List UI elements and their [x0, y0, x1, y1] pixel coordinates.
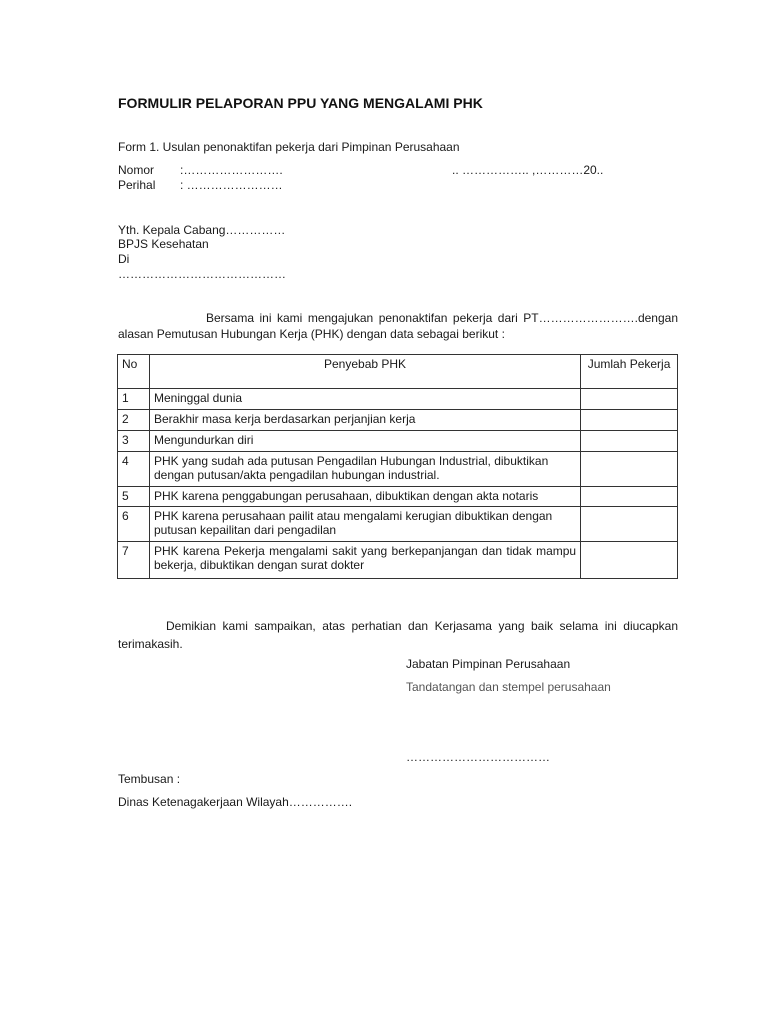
row-cause: PHK karena perusahaan pailit atau mengalami kerugian dibuktikan dengan putusan kepailitan dari pengadilan — [149, 507, 580, 542]
row-cause: PHK karena penggabungan perusahaan, dibuktikan dengan akta notaris — [149, 487, 580, 507]
table-row — [118, 507, 678, 542]
address-line-2: BPJS Kesehatan — [118, 237, 209, 251]
table-row — [118, 452, 678, 487]
address-line-4: …………………………………… — [118, 267, 286, 281]
row-count[interactable] — [581, 431, 678, 452]
row-no: 3 — [118, 431, 150, 452]
row-cause: PHK yang sudah ada putusan Pengadilan Hubungan Industrial, dibuktikan dengan putusan/akta pengadilan hubungan industrial. — [149, 452, 580, 487]
row-count[interactable] — [581, 410, 678, 431]
signature-position: Jabatan Pimpinan Perusahaan — [406, 657, 571, 671]
row-no: 1 — [118, 389, 150, 410]
table-row — [118, 431, 678, 452]
row-count[interactable] — [581, 389, 678, 410]
signature-line: ……………………………… — [406, 750, 550, 764]
perihal-value: : …………………… — [180, 178, 283, 192]
nomor-value: :……………………. — [180, 163, 283, 177]
row-count[interactable] — [581, 452, 678, 487]
header-count: Jumlah Pekerja — [581, 355, 678, 389]
nomor-label: Nomor — [118, 163, 155, 177]
row-count[interactable] — [581, 542, 678, 579]
address-line-1: Yth. Kepala Cabang…………… — [118, 223, 286, 237]
table-row — [118, 487, 678, 507]
phk-table — [117, 354, 678, 579]
row-count[interactable] — [581, 507, 678, 542]
perihal-label: Perihal — [118, 178, 156, 192]
intro-text: Bersama ini kami mengajukan penonaktifan pekerja dari PT…………………….dengan alasan Pemutusan Hubungan Kerja (PHK) dengan data sebagai berikut : — [118, 311, 678, 341]
row-cause: PHK karena Pekerja mengalami sakit yang berkepanjangan dan tidak mampu bekerja, dibuktikan dengan surat dokter — [149, 542, 580, 579]
closing-text: Demikian kami sampaikan, atas perhatian dan Kerjasama yang baik selama ini diucapkan terimakasih. — [118, 619, 678, 651]
header-no: No — [118, 355, 150, 389]
date-line: .. …………….. ,…………20.. — [452, 163, 604, 177]
row-cause: Meninggal dunia — [149, 389, 580, 410]
row-no: 6 — [118, 507, 150, 542]
form-subtitle: Form 1. Usulan penonaktifan pekerja dari Pimpinan Perusahaan — [118, 140, 460, 154]
signature-note: Tandatangan dan stempel perusahaan — [406, 680, 611, 694]
table-row — [118, 542, 678, 579]
cc-label: Tembusan : — [118, 772, 181, 786]
row-cause: Mengundurkan diri — [149, 431, 580, 452]
row-cause: Berakhir masa kerja berdasarkan perjanjian kerja — [149, 410, 580, 431]
table-row — [118, 410, 678, 431]
form-title: FORMULIR PELAPORAN PPU YANG MENGALAMI PHK — [118, 95, 483, 111]
row-count[interactable] — [581, 487, 678, 507]
table-header-row — [118, 355, 678, 389]
row-no: 4 — [118, 452, 150, 487]
address-line-3: Di — [118, 252, 130, 266]
cc-recipient: Dinas Ketenagakerjaan Wilayah……………. — [118, 795, 353, 809]
row-no: 2 — [118, 410, 150, 431]
header-cause: Penyebab PHK — [149, 355, 580, 389]
row-no: 7 — [118, 542, 150, 579]
table-row — [118, 389, 678, 410]
intro-paragraph — [118, 310, 678, 342]
closing-paragraph — [118, 617, 678, 653]
row-no: 5 — [118, 487, 150, 507]
